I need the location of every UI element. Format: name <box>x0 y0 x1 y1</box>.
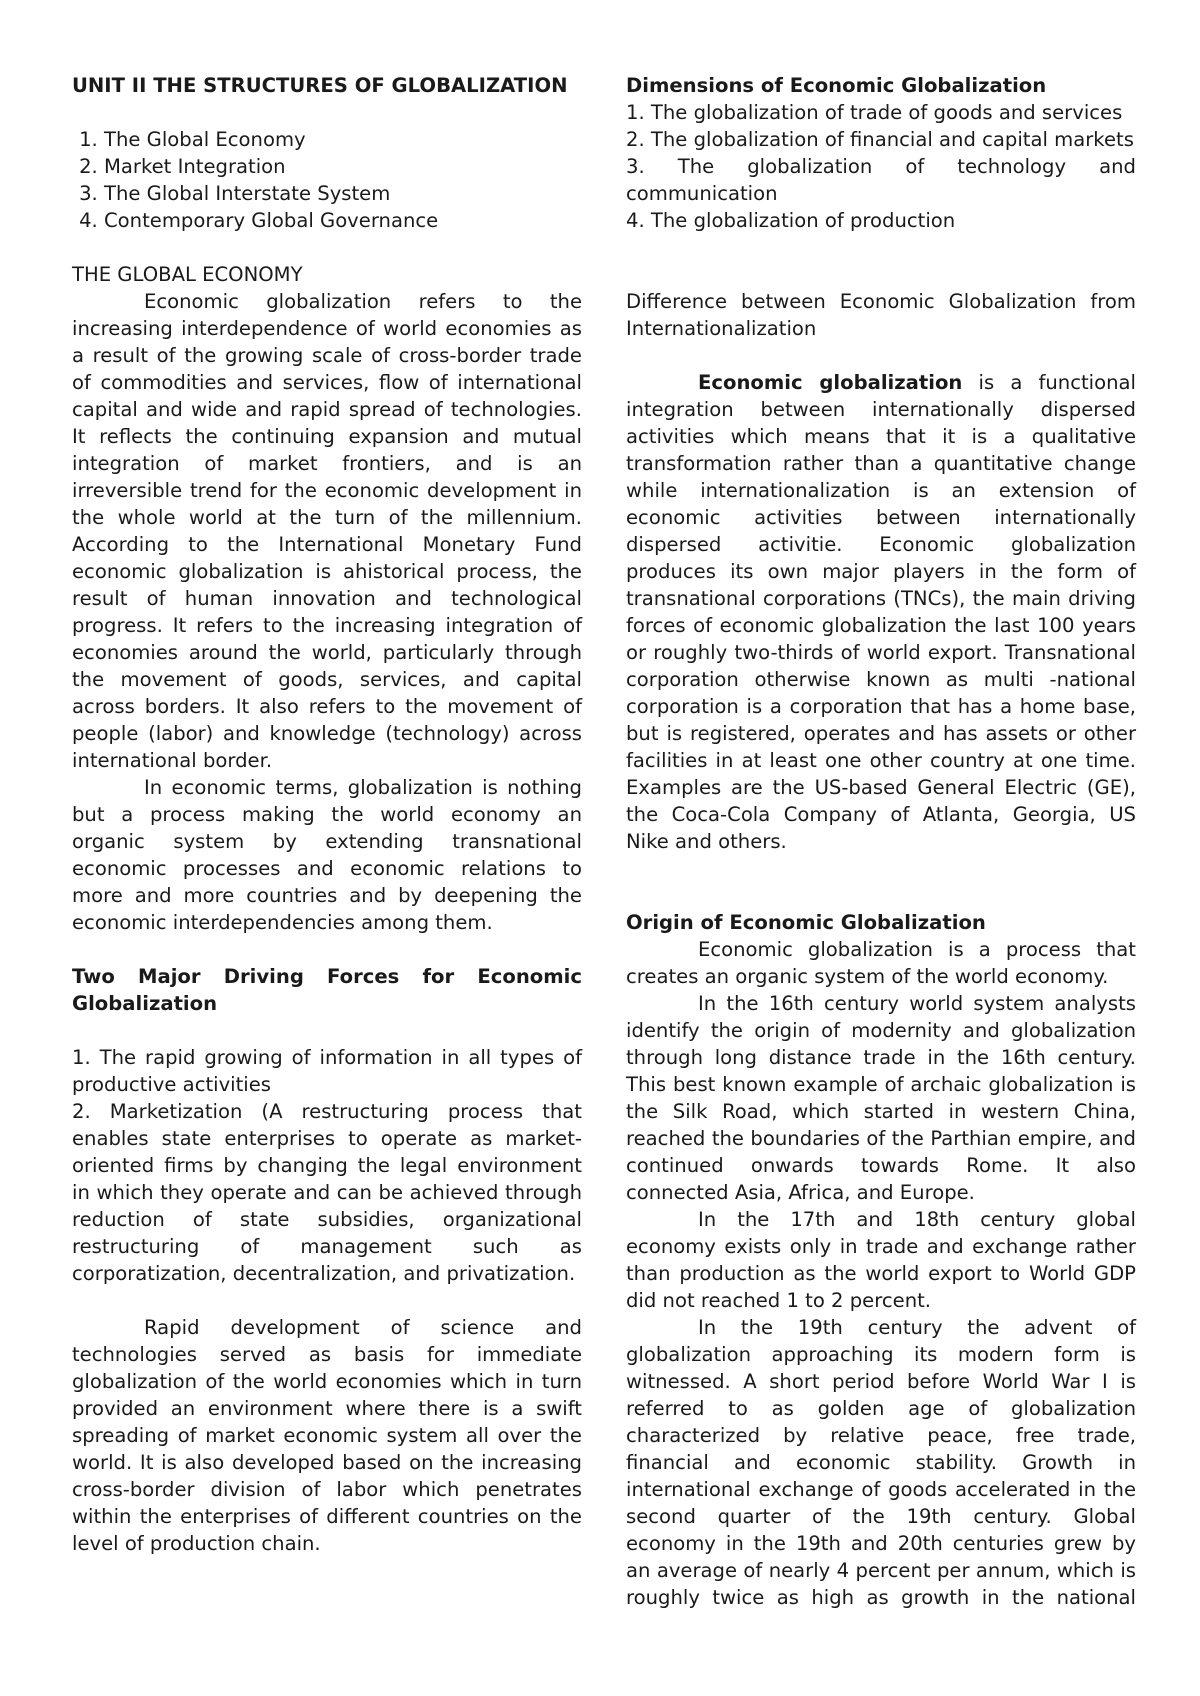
driving-forces-heading: Two Major Driving Forces for Economic Globalization <box>72 965 582 1015</box>
origin-heading: Origin of Economic Globalization <box>626 911 986 934</box>
spacer <box>72 936 582 963</box>
unit-topics-list <box>72 126 582 234</box>
difference-text: is a functional integration between internationally dispersed activities which means that it is a qualitative transformation rather than a quantitative change while internationalization is an extension of economic activities between internationally dispersed activitie. Economic globalization produces its own major players in the form of transnational corporations (TNCs), the main driving forces of economic globalization the last 100 years or roughly two-thirds of world export. Transnational corporation otherwise known as multi -national corporation is a corporation that has a home base, but is registered, operates and has assets or other facilities in at least one other country at one time. Examples are the US-based General Electric (GE), the Coca-Cola Company of Atlanta, Georgia, US Nike and others. <box>626 371 1136 853</box>
difference-paragraph <box>626 369 1136 855</box>
driving-force-item: 1. The rapid growing of information in all types of productive activities <box>72 1046 582 1096</box>
origin-paragraph: In the 16th century world system analysts identify the origin of modernity and globalization through long distance trade in the 16th century. This best known example of archaic globalization is the Silk Road, which started in western China, reached the boundaries of the Parthian empire, and continued onwards towards Rome. It also connected Asia, Africa, and Europe. <box>626 992 1136 1204</box>
dimensions-heading: Dimensions of Economic Globalization <box>626 74 1047 97</box>
spacer <box>72 234 582 261</box>
global-economy-paragraph: In economic terms, globalization is nothing but a process making the world economy an organic system by extending transnational economic processes and economic relations to more and more countries and by deepening the economic interdependencies among them. <box>72 776 582 934</box>
topic-item: 2. Market Integration <box>104 153 582 180</box>
topic-item: 3. The Global Interstate System <box>104 180 582 207</box>
global-economy-paragraph: Economic globalization refers to the increasing interdependence of world economies as a result of the growing scale of cross-border trade of commodities and services, flow of international capital and wide and rapid spread of technologies. It reflects the continuing expansion and mutual integration of market frontiers, and is an irreversible trend for the economic development in the whole world at the turn of the millennium. According to the International Monetary Fund economic globalization is ahistorical process, the result of human innovation and technological progress. It refers to the increasing integration of economies around the world, particularly through the movement of goods, services, and capital across borders. It also refers to the movement of people (labor) and knowledge (technology) across international border. <box>72 290 582 772</box>
origin-paragraph: Economic globalization is a process that creates an organic system of the world economy. <box>626 938 1136 988</box>
spacer <box>72 1287 582 1314</box>
spacer <box>72 1017 582 1044</box>
economic-globalization-term: Economic globalization <box>698 371 963 394</box>
rapid-development-paragraph: Rapid development of science and technologies served as basis for immediate globalization of the world economies which in turn provided an environment where there is a swift spreading of market economic system all over the world. It is also developed based on the increasing cross-border division of labor which penetrates within the enterprises of different countries on the level of production chain. <box>72 1316 582 1555</box>
global-economy-heading: THE GLOBAL ECONOMY <box>72 263 303 286</box>
driving-force-item: 2. Marketization (A restructuring process that enables state enterprises to operate as market-oriented firms by changing the legal environment in which they operate and can be achieved through reduction of state subsidies, organizational restructuring of management such as corporatization, decentralization, and privatization. <box>72 1100 582 1285</box>
difference-heading: Difference between Economic Globalization from Internationalization <box>626 290 1136 340</box>
dimension-item: 3. The globalization of technology and communication <box>626 155 1136 205</box>
spacer <box>626 855 1136 882</box>
spacer <box>626 261 1136 288</box>
unit-title: UNIT II THE STRUCTURES OF GLOBALIZATION <box>72 74 568 97</box>
topic-item: 1. The Global Economy <box>104 126 582 153</box>
dimension-item: 4. The globalization of production <box>626 209 956 232</box>
origin-paragraph: In the 19th century the advent of globalization approaching its modern form is witnessed. A short period before World War I is referred to as golden age of globalization characterized by relative peace, free trade, financial and economic stability. Growth in international exchange of goods accelerated in the second quarter of the 19th century. Global economy in the 19th and 20th centuries grew by an average of nearly 4 percent per annum, which is roughly twice as high as growth in the national <box>626 1316 1136 1609</box>
topic-item: 4. Contemporary Global Governance <box>104 207 582 234</box>
dimension-item: 1. The globalization of trade of goods and services <box>626 101 1123 124</box>
right-column <box>626 72 1136 1611</box>
spacer <box>626 882 1136 909</box>
left-column <box>72 72 582 1557</box>
spacer <box>72 99 582 126</box>
origin-paragraph: In the 17th and 18th century global economy exists only in trade and exchange rather than production as the world export to World GDP did not reached 1 to 2 percent. <box>626 1208 1136 1312</box>
dimension-item: 2. The globalization of financial and capital markets <box>626 128 1134 151</box>
spacer <box>626 342 1136 369</box>
spacer <box>626 234 1136 261</box>
